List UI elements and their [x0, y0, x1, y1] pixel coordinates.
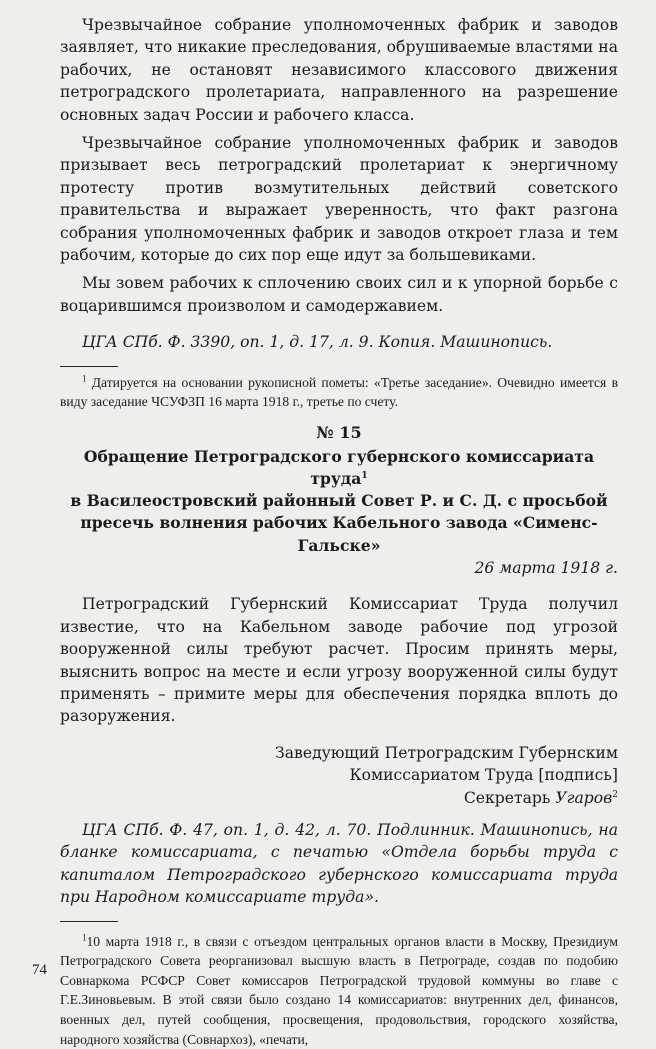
footnote-divider-1 — [60, 366, 118, 367]
heading-line-2: в Василеостровский районный Совет Р. и С. Д. с просьбой — [70, 491, 608, 511]
paragraph-3: Мы зовем рабочих к сплочению своих сил и к упорной борьбе с воцарившимся произволом и самодержавием. — [60, 274, 618, 315]
signature-line-1: Заведующий Петроградским Губернским — [275, 743, 618, 762]
page-content — [60, 14, 618, 1049]
signature-line-3: Секретарь Угаров$^2$ — [463, 788, 618, 807]
archive-reference-2: ЦГА СПб. Ф. 47, оп. 1, д. 42, л. 70. Подлинник. Машинопись, на бланке комиссариата, с печатью «Отдела борьбы труда с капиталом Петроградского губернского комиссариата труда при Народном комиссариате труда». — [60, 820, 618, 907]
footnote-2-text: 10 марта 1918 г., в связи с отъездом центральных органов власти в Москву, Президиум Петроградского Совета реорганизовал высшую власть в Петрограде, создав по подобию Совнаркома РСФСР Совет комиссаров Петроградской трудовой коммуны во главе с Г.Е.Зиновьевым. В этой связи было создано 14 комиссариатов: внутренних дел, финансов, военных дел, путей сообщения, просвещения, продовольствия, городского хозяйства, народного хозяйства (Совнархоз), «печати, — [60, 933, 618, 1047]
footnote-1 — [60, 373, 618, 412]
paragraph-2: Чрезвычайное собрание уполномоченных фабрик и заводов призывает весь петроградский пролетариат к энергичному протесту против возмутительных действий советского правительства и выражает уверенность, что факт разгона собрания уполномоченных фабрик и заводов откроет глаза и тем рабочим, которые до сих пор еще идут за большевиками. — [60, 134, 618, 265]
signature-line-2: Комиссариатом Труда [подпись] — [349, 766, 618, 785]
footnote-1-mark: 1 — [82, 373, 87, 384]
heading-line-1: Обращение Петроградского губернского комиссариата труда$^1$ — [83, 446, 595, 489]
footnote-divider-2 — [60, 921, 118, 922]
document-body: Петроградский Губернский Комиссариат Труда получил известие, что на Кабельном заводе рабочие под угрозой вооруженной силы требуют расчет. Просим принять меры, выяснить вопрос на месте и если угрозу вооруженной силы будут применять – примите меры для обеспечения порядка вплоть до разоружения. — [60, 595, 618, 726]
document-date: 26 марта 1918 г. — [474, 558, 618, 577]
page-number: 74 — [32, 962, 47, 978]
heading-footnote-mark: 1 — [361, 470, 368, 481]
secretary-name: Угаров — [555, 788, 613, 807]
archive-reference-1: ЦГА СПб. Ф. 3390, оп. 1, д. 17, л. 9. Копия. Машинопись. — [82, 333, 553, 352]
signature-footnote-mark: 2 — [612, 789, 618, 800]
footnote-2 — [60, 932, 618, 1049]
paragraph-1: Чрезвычайное собрание уполномоченных фабрик и заводов заявляет, что никакие преследования, обрушиваемые властями на рабочих, не остановят независимого классового движения петроградского пролетариата, направленного на разрешение основных задач России и рабочего класса. — [60, 16, 618, 124]
heading-line-3: пресечь волнения рабочих Кабельного завода «Сименс-Гальске» — [80, 513, 598, 555]
signature-block — [60, 742, 618, 809]
footnote-2-mark: 1 — [82, 932, 87, 943]
document-number: № 15 — [316, 422, 362, 442]
document-heading — [60, 446, 618, 557]
footnote-1-text: Датируется на основании рукописной пометы: «Третье заседание». Очевидно имеется в виду заседание ЧСУФЗП 16 марта 1918 г., третье по счету. — [60, 374, 618, 410]
